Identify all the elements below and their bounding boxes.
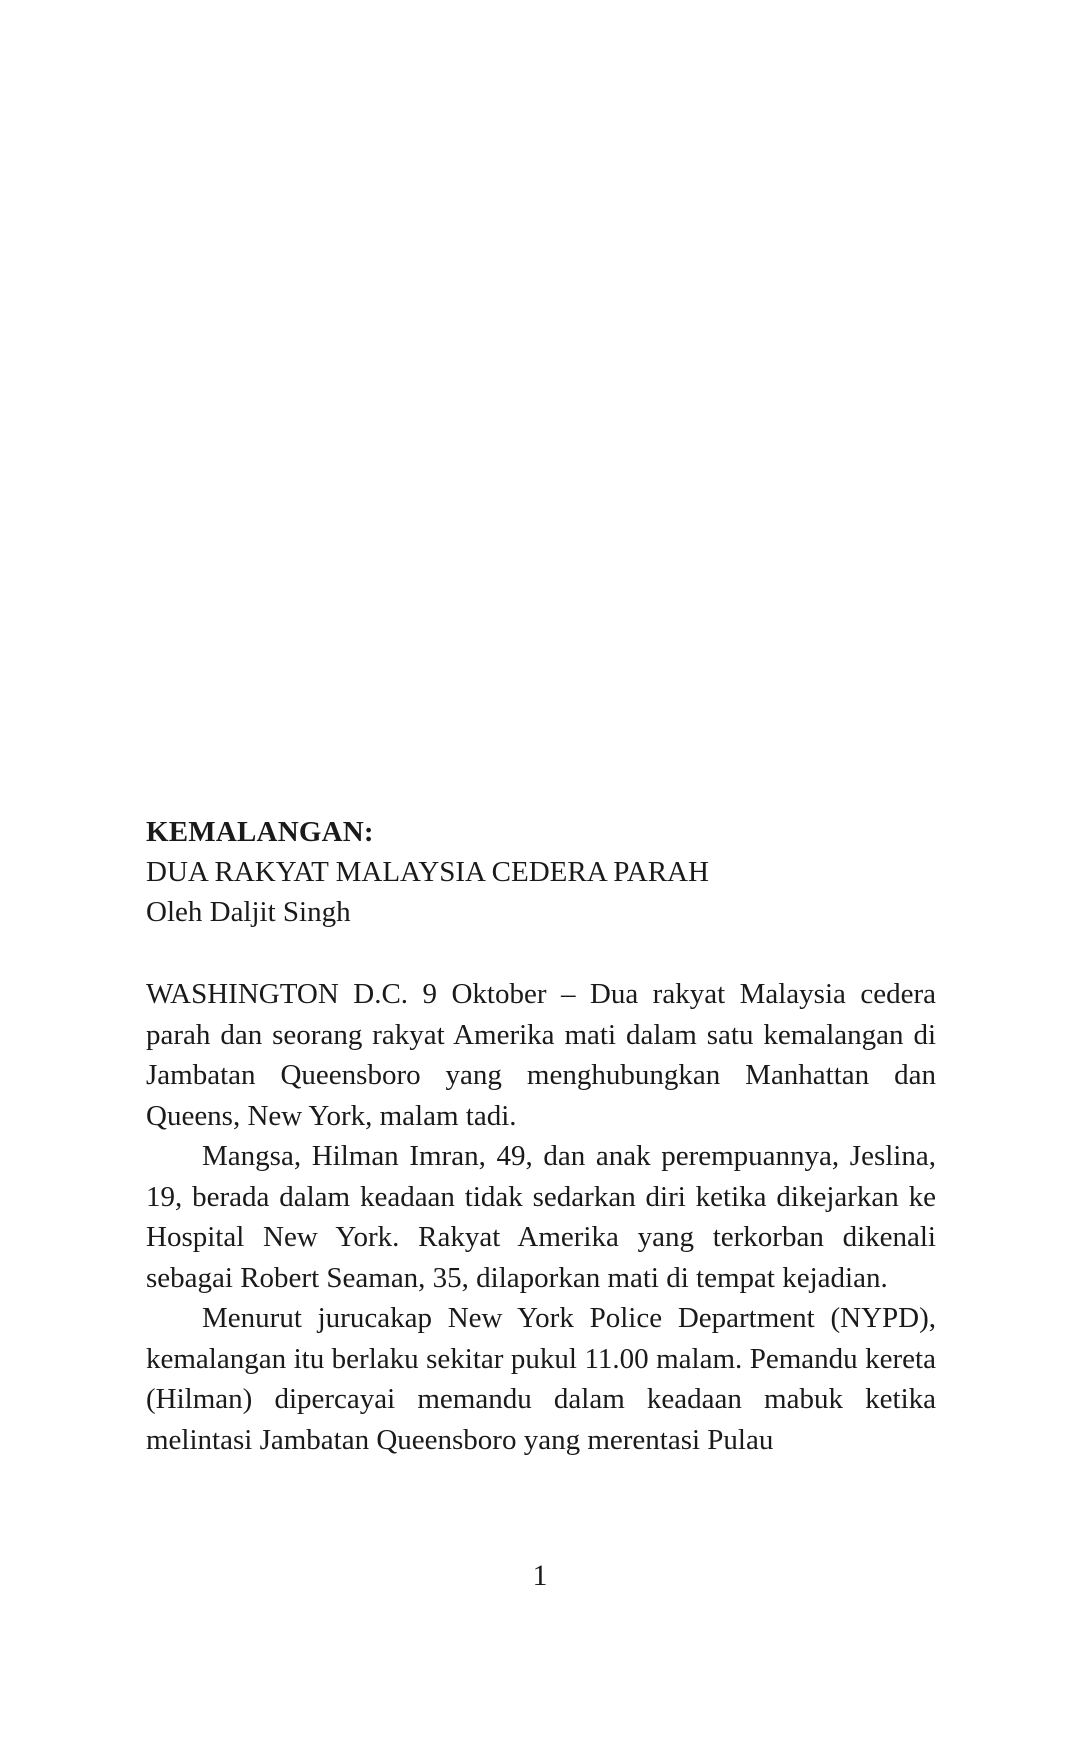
paragraph-2: Mangsa, Hilman Imran, 49, dan anak perempuannya, Jeslina, 19, berada dalam keadaan tidak sedarkan diri ketika dikejarkan ke Hospital New York. Rakyat Amerika yang terkorban dikenali sebagai Robert Seaman, 35, dilaporkan mati di tempat kejadian.: [146, 1140, 936, 1294]
paragraph-3: Menurut jurucakap New York Police Department (NYPD), kemalangan itu berlaku sekitar pukul 11.00 malam. Pemandu kereta (Hilman) dipercayai memandu dalam keadaan mabuk ketika melintasi Jambatan Queensboro yang merentasi Pulau: [146, 1302, 936, 1456]
byline: Oleh Daljit Singh: [146, 896, 351, 928]
headline-label: KEMALANGAN:: [146, 816, 374, 848]
page-number: 1: [532, 1559, 548, 1592]
headline: DUA RAKYAT MALAYSIA CEDERA PARAH: [146, 856, 709, 888]
article: [146, 812, 936, 1460]
paragraph-1: WASHINGTON D.C. 9 Oktober – Dua rakyat Malaysia cedera parah dan seorang rakyat Amerika mati dalam satu kemalangan di Jambatan Queensboro yang menghubungkan Manhattan dan Queens, New York, malam tadi.: [146, 978, 936, 1132]
article-body: [146, 974, 936, 1460]
